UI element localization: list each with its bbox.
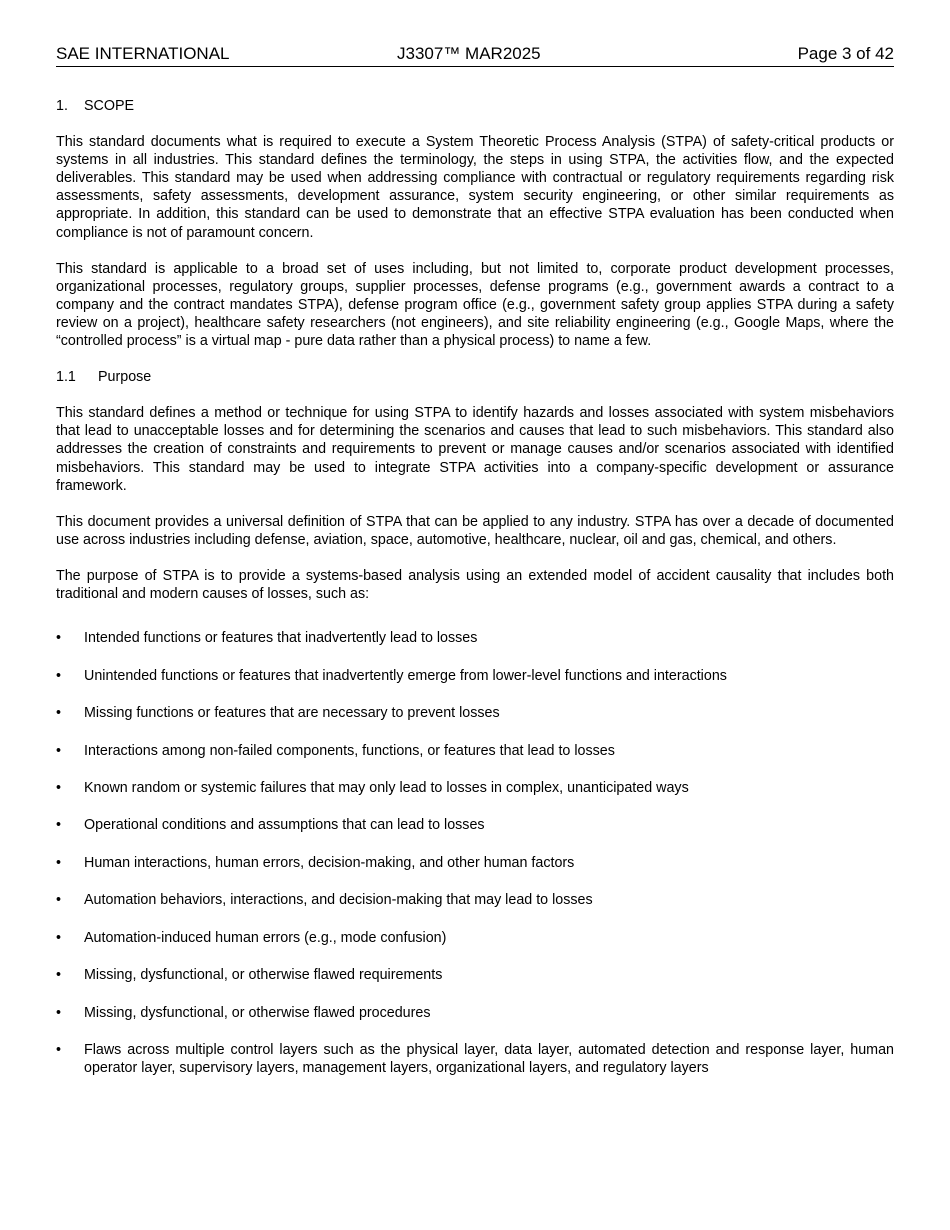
purpose-paragraph-2: This document provides a universal definition of STPA that can be applied to any industry. STPA has over a decade of documented use across industries including defense, aviation, space, automotive, healthcare, nuclear, oil and gas, chemical, and others.: [56, 513, 894, 548]
page-header: [56, 44, 894, 67]
bullet-icon: •: [56, 892, 62, 909]
section-number: 1.1: [56, 369, 76, 386]
list-item: [56, 891, 894, 909]
list-item-text: Known random or systemic failures that may only lead to losses in complex, unanticipated ways: [84, 780, 689, 796]
list-item: [56, 854, 894, 872]
list-item-text: Missing, dysfunctional, or otherwise flawed requirements: [84, 967, 443, 984]
bullet-icon: •: [56, 705, 62, 722]
bullet-icon: •: [56, 630, 62, 647]
list-item-text: Missing, dysfunctional, or otherwise flawed procedures: [84, 1004, 431, 1021]
list-item-text: Human interactions, human errors, decision-making, and other human factors: [84, 854, 575, 871]
list-item: [56, 779, 894, 797]
section-title: SCOPE: [84, 98, 135, 114]
document-body: [56, 97, 894, 1097]
bullet-icon: •: [56, 667, 62, 684]
list-item-text: Intended functions or features that inadvertently lead to losses: [84, 630, 478, 647]
list-item-text: Automation behaviors, interactions, and decision-making that may lead to losses: [84, 892, 593, 909]
bullet-icon: •: [56, 780, 62, 796]
list-item-text: Flaws across multiple control layers such as the physical layer, data layer, automated detection and response layer, human operator layer, supervisory layers, management layers, organizational layers, and regulatory layers: [84, 1042, 894, 1077]
scope-paragraph-2: This standard is applicable to a broad set of uses including, but not limited to, corporate product development processes, organizational processes, regulatory groups, supplier processes, defense programs (e.g., government awards a contract to a company and the contract mandates STPA), defense program office (e.g., government safety group applies STPA during a safety review on a project), healthcare safety researchers (not engineers), and site reliability engineering (e.g., Google Maps, where the “controlled process” is a virtual map - pure data rather than a physical process) to name a few.: [56, 260, 894, 350]
section-heading-scope: [56, 97, 894, 115]
bullet-icon: •: [56, 1004, 62, 1021]
causes-bullet-list: [56, 629, 894, 1078]
bullet-icon: •: [56, 854, 62, 871]
purpose-paragraph-3: The purpose of STPA is to provide a systems-based analysis using an extended model of accident causality that includes both traditional and modern causes of losses, such as:: [56, 567, 894, 602]
header-document-id: J3307™ MAR2025: [397, 44, 541, 63]
bullet-icon: •: [56, 929, 62, 946]
scope-paragraph-1: This standard documents what is required to execute a System Theoretic Process Analysis (STPA) of safety-critical products or systems in all industries. This standard defines the terminology, the steps in using STPA, the activities flow, and the expected deliverables. This standard may be used when addressing compliance with contractual or regulatory requirements regarding risk assessments, safety assessments, development assurance, system security engineering, or other similar requirements as appropriate. In addition, this standard can be used to demonstrate that an effective STPA evaluation has been conducted when compliance is not of paramount concern.: [56, 134, 894, 241]
list-item: [56, 816, 894, 834]
list-item-text: Automation-induced human errors (e.g., mode confusion): [84, 929, 447, 946]
purpose-paragraph-1: This standard defines a method or technique for using STPA to identify hazards and losses associated with system misbehaviors that lead to unacceptable losses and for determining the scenarios and causes that lead to such misbehaviors. This standard also addresses the creation of constraints and requirements to prevent or manage causes and/or scenarios associated with identified misbehaviors. This standard may be used to integrate STPA activities into a company-specific development or assurance framework.: [56, 405, 894, 494]
bullet-icon: •: [56, 1042, 62, 1059]
list-item: [56, 667, 894, 685]
bullet-icon: •: [56, 817, 62, 834]
list-item: [56, 629, 894, 647]
bullet-icon: •: [56, 967, 62, 984]
list-item: [56, 742, 894, 760]
list-item: [56, 966, 894, 984]
list-item: [56, 929, 894, 947]
list-item: [56, 1004, 894, 1022]
list-item-text: Operational conditions and assumptions that can lead to losses: [84, 817, 485, 834]
bullet-icon: •: [56, 742, 62, 759]
header-page-label: Page 3 of 42: [797, 44, 894, 63]
header-organization: SAE INTERNATIONAL: [56, 44, 230, 63]
list-item-text: Interactions among non-failed components, functions, or features that lead to losses: [84, 742, 615, 759]
list-item: [56, 1041, 894, 1077]
section-number: 1.: [56, 98, 68, 114]
section-heading-purpose: [56, 368, 894, 386]
list-item-text: Unintended functions or features that inadvertently emerge from lower-level functions and interactions: [84, 667, 727, 684]
section-title: Purpose: [98, 369, 152, 386]
list-item: [56, 704, 894, 722]
list-item-text: Missing functions or features that are necessary to prevent losses: [84, 705, 500, 722]
